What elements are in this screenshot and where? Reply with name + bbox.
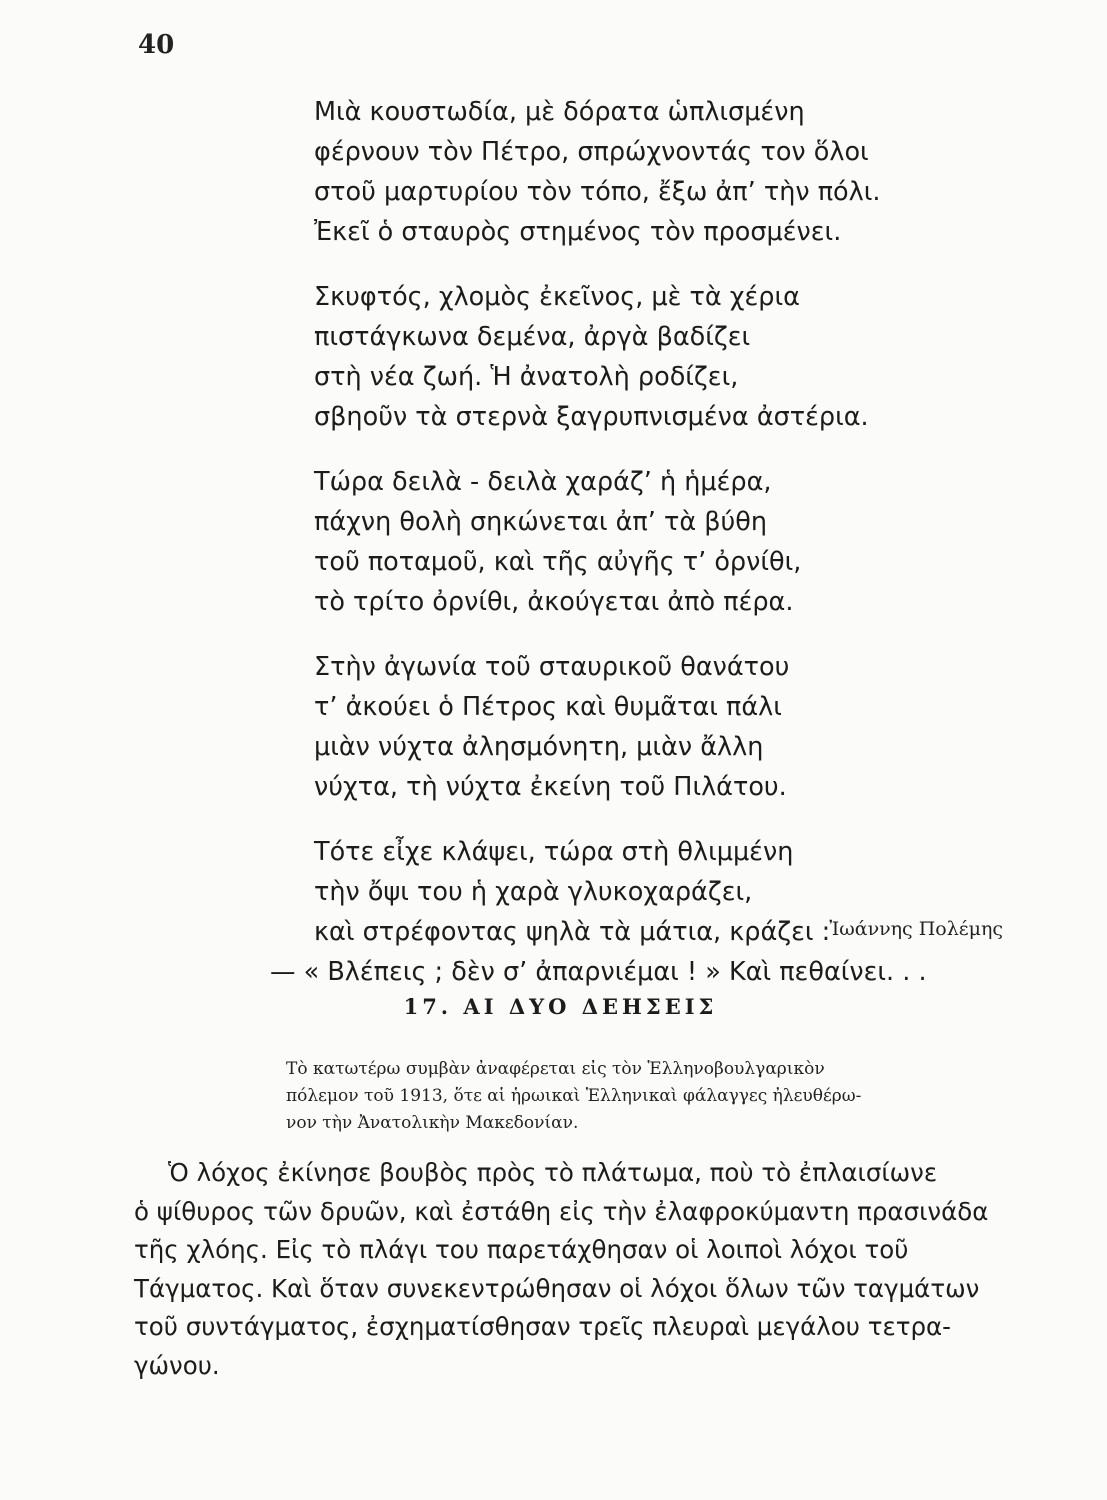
poem-line: μιὰν νύχτα ἀλησμόνητη, μιὰν ἄλλη <box>314 732 764 762</box>
intro-line: νον τὴν Ἀνατολικὴν Μακεδονίαν. <box>286 1113 579 1133</box>
poem-author: Ἰωάννης Πολέμης <box>829 918 1003 940</box>
poem-line: τὴν ὄψι του ἡ χαρὰ γλυκοχαράζει, <box>314 877 753 907</box>
stanza <box>314 92 1014 252</box>
body-line: ὁ ψίθυρος τῶν δρυῶν, καὶ ἐστάθη εἰς τὴν ἐλαφροκύμαντη πρασινάδα <box>134 1196 989 1226</box>
poem-line: φέρνουν τὸν Πέτρο, σπρώχνοντάς τον ὅλοι <box>314 137 869 167</box>
poem-line: — « Βλέπεις ; δὲν σ’ ἀπαρνιέμαι ! » Καὶ πεθαίνει. . . <box>270 957 927 987</box>
poem-line: σβηοῦν τὰ στερνὰ ξαγρυπνισμένα ἀστέρια. <box>314 402 869 432</box>
page-number: 40 <box>138 30 175 60</box>
poem-line: πάχνη θολὴ σηκώνεται ἀπ’ τὰ βύθη <box>314 507 768 537</box>
body-line: τῆς χλόης. Εἰς τὸ πλάγι του παρετάχθησαν οἱ λοιποὶ λόχοι τοῦ <box>134 1235 909 1264</box>
intro-line: πόλεμον τοῦ 1913, ὅτε αἱ ἡρωικαὶ Ἑλληνικαὶ φάλαγγες ἠλευθέρω- <box>286 1086 862 1106</box>
poem-line: Τώρα δειλὰ - δειλὰ χαράζ’ ἡ ἡμέρα, <box>314 467 772 497</box>
poem-line: στοῦ μαρτυρίου τὸν τόπο, ἔξω ἀπ’ τὴν πόλι. <box>314 177 881 207</box>
poem-line: Ἐκεῖ ὁ σταυρὸς στημένος τὸν προσμένει. <box>314 217 842 247</box>
poem-line: τ’ ἀκούει ὁ Πέτρος καὶ θυμᾶται πάλι <box>314 692 782 722</box>
poem-line: καὶ στρέφοντας ψηλὰ τὰ μάτια, κράζει : <box>314 917 831 947</box>
poem-line: πιστάγκωνα δεμένα, ἀργὰ βαδίζει <box>314 322 751 352</box>
stanza <box>314 277 1014 437</box>
poem-line: Τότε εἶχε κλάψει, τώρα στὴ θλιμμένη <box>314 837 794 867</box>
poem-line: τὸ τρίτο ὀρνίθι, ἀκούγεται ἀπὸ πέρα. <box>314 587 794 617</box>
poem-line: Στὴν ἀγωνία τοῦ σταυρικοῦ θανάτου <box>314 652 790 682</box>
body-line: γώνου. <box>134 1350 220 1380</box>
poem-line: Σκυφτός, χλομὸς ἐκεῖνος, μὲ τὰ χέρια <box>314 282 800 312</box>
stanza <box>270 832 1014 992</box>
stanza <box>314 647 1014 807</box>
body-line: Ὁ λόχος ἐκίνησε βουβὸς πρὸς τὸ πλάτωμα, ποὺ τὸ ἐπλαισίωνε <box>168 1158 938 1187</box>
poem-line: νύχτα, τὴ νύχτα ἐκείνη τοῦ Πιλάτου. <box>314 772 787 802</box>
intro-line: Τὸ κατωτέρω συμβὰν ἀναφέρεται εἰς τὸν Ἑλληνοβουλγαρικὸν <box>286 1059 825 1079</box>
body-line: Τάγματος. Καὶ ὅταν συνεκεντρώθησαν οἱ λόχοι ὅλων τῶν ταγμάτων <box>134 1273 980 1303</box>
section-intro <box>286 1056 1004 1137</box>
poem <box>270 92 1014 1017</box>
section-title: 17. ΑΙ ΔΥΟ ΔΕΗΣΕΙΣ <box>403 994 718 1019</box>
poem-line: Μιὰ κουστωδία, μὲ δόρατα ὡπλισμένη <box>314 97 805 127</box>
body-paragraph <box>134 1154 1014 1385</box>
body-line: τοῦ συντάγματος, ἐσχηματίσθησαν τρεῖς πλευραὶ μεγάλου τετρα- <box>134 1312 952 1341</box>
poem-line: τοῦ ποταμοῦ, καὶ τῆς αὐγῆς τ’ ὀρνίθι, <box>314 547 802 577</box>
stanza <box>314 462 1014 622</box>
poem-line: στὴ νέα ζωή. Ἡ ἀνατολὴ ροδίζει, <box>314 362 739 392</box>
